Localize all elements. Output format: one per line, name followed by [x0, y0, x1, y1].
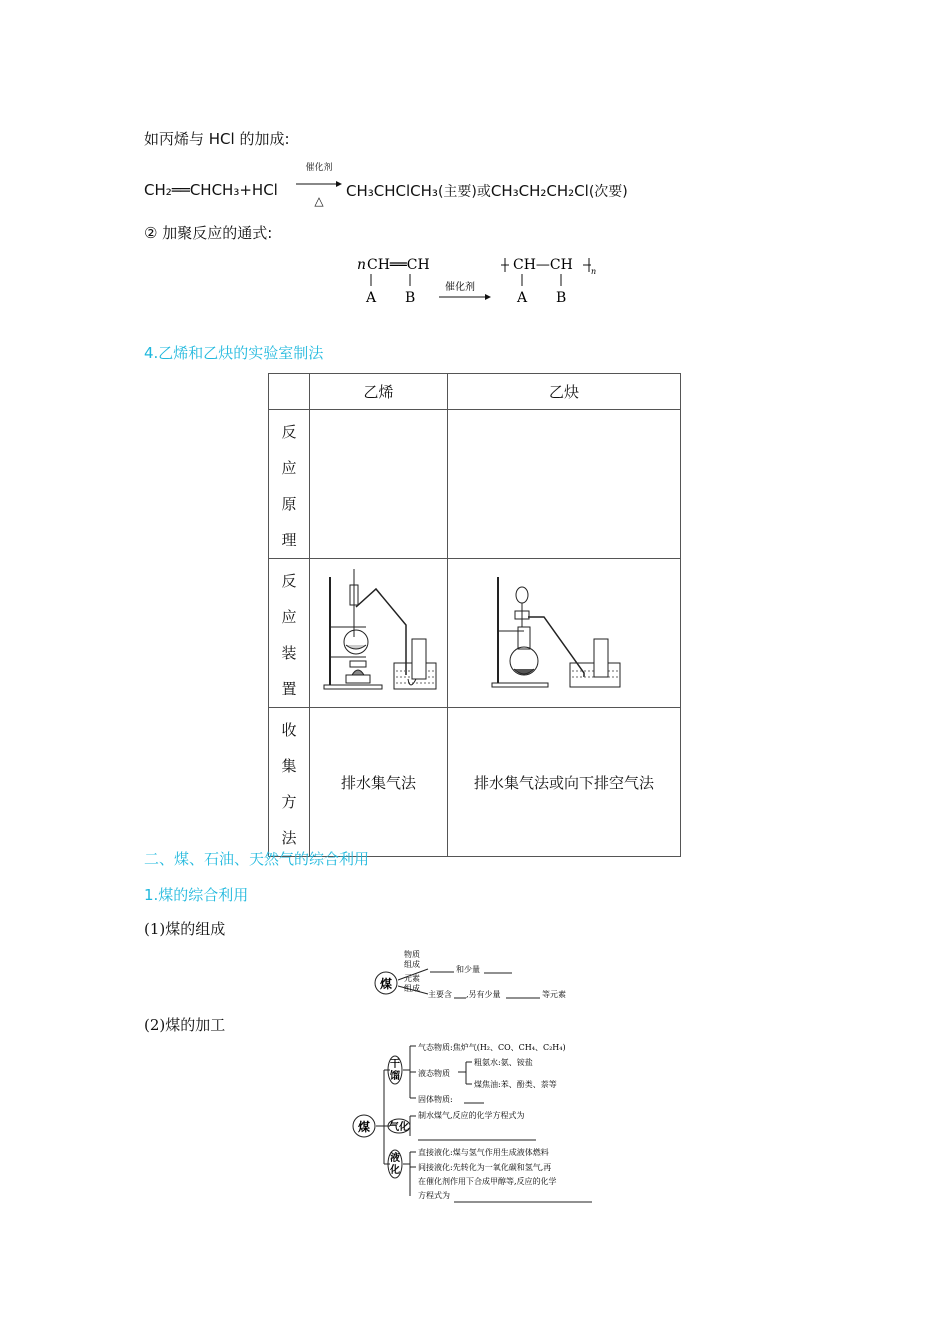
- coal-use-heading: 1.煤的综合利用: [144, 886, 249, 904]
- label-char: 置: [281, 680, 297, 698]
- table-row-principle: [269, 410, 681, 559]
- lab-preparation-table: [268, 373, 681, 857]
- ethylene-apparatus-cell: [310, 559, 448, 708]
- acetylene-collection-cell: 排水集气法或向下排空气法: [448, 708, 681, 857]
- header-acetylene: 乙炔: [448, 374, 681, 410]
- coal-root-label: 煤: [358, 1120, 371, 1134]
- line2b-text: ,另有少量: [466, 990, 501, 999]
- group-a: A: [366, 290, 377, 306]
- acetylene-apparatus-cell: [448, 559, 681, 708]
- coal-composition-diagram: [370, 944, 580, 1002]
- product-major-formula: CH₃CHClCH₃: [346, 182, 438, 200]
- line2a-text: 主要含: [428, 990, 452, 999]
- solid-text: 固体物质:: [418, 1095, 453, 1104]
- indirect-line2-text: 在催化剂作用下合成甲醇等,反应的化学: [418, 1177, 557, 1186]
- polymer-general-text: ② 加聚反应的通式:: [144, 224, 273, 242]
- acetylene-principle-cell: [448, 410, 681, 559]
- gasify-label: 气化: [389, 1122, 409, 1133]
- element-label: 元素: [404, 974, 420, 983]
- catalyst-label: 催化剂: [305, 163, 333, 173]
- label-char: 反: [281, 572, 297, 590]
- group-b-2: B: [556, 290, 567, 306]
- liquid-substance-text: 液态物质: [418, 1069, 450, 1078]
- gasify-text: 制水煤气,反应的化学方程式为: [418, 1111, 525, 1120]
- ammonia-text: 粗氨水:氨、铵盐: [474, 1058, 533, 1067]
- minor-note: (次要): [588, 184, 628, 200]
- catalyst-label-2: 催化剂: [445, 282, 475, 293]
- monomer-formula: CH══CH: [367, 257, 430, 273]
- row-label-apparatus: [269, 559, 310, 708]
- dry-char-1: 干: [390, 1059, 400, 1070]
- label-char: 反: [281, 423, 297, 441]
- major-note: (主要)或: [437, 184, 491, 200]
- label-char: 方: [281, 793, 297, 811]
- composition-label: 组成: [404, 960, 420, 969]
- indirect-line1-text: 间接液化:先转化为一氧化碳和氢气,再: [418, 1163, 552, 1172]
- coal-composition-heading: (1)煤的组成: [144, 920, 226, 938]
- acetylene-apparatus-image: [484, 567, 644, 695]
- row-label-collection: [269, 708, 310, 857]
- coal-processing-heading: (2)煤的加工: [144, 1016, 226, 1034]
- n-coefficient: n: [357, 257, 367, 273]
- header-ethylene: 乙烯: [310, 374, 448, 410]
- group-b: B: [405, 290, 416, 306]
- propene-hcl-text: 如丙烯与 HCl 的加成:: [144, 130, 290, 148]
- label-char: 收: [281, 721, 297, 739]
- ethylene-principle-cell: [310, 410, 448, 559]
- header-empty-cell: [269, 374, 310, 410]
- table-row-collection: [269, 708, 681, 857]
- direct-liquefaction-text: 直接液化:煤与氢气作用生成液体燃料: [418, 1148, 549, 1157]
- indirect-line3-text: 方程式为: [418, 1191, 450, 1200]
- section2-heading: 二、煤、石油、天然气的综合利用: [144, 850, 370, 868]
- liquid-char-1: 液: [390, 1153, 400, 1164]
- label-char: 法: [281, 829, 297, 847]
- table-row-apparatus: [269, 559, 681, 708]
- label-char: 集: [281, 757, 297, 775]
- liquid-char-2: 化: [390, 1165, 400, 1176]
- repeat-unit: CH—CH: [513, 257, 573, 273]
- group-a-2: A: [517, 290, 528, 306]
- label-char: 原: [281, 495, 297, 513]
- heat-label: △: [314, 194, 324, 208]
- line1-text: 和少量: [456, 965, 480, 974]
- label-char: 应: [281, 459, 297, 477]
- label-char: 装: [281, 644, 297, 662]
- section4-heading: 4.乙烯和乙炔的实验室制法: [144, 344, 324, 362]
- product-major: [346, 181, 628, 201]
- row-label-principle: [269, 410, 310, 559]
- ethylene-collection-cell: 排水集气法: [310, 708, 448, 857]
- coal-label: 煤: [380, 977, 393, 991]
- label-char: 应: [281, 608, 297, 626]
- element-comp-label: 组成: [404, 984, 420, 993]
- line2c-text: 等元素: [542, 990, 566, 999]
- subscript-n: n: [591, 267, 597, 276]
- arrowhead-icon: [485, 294, 491, 300]
- coal-processing-diagram: [350, 1036, 600, 1208]
- arrow-icon: [296, 180, 342, 188]
- dry-char-2: 馏: [390, 1071, 400, 1082]
- gas-substance-text: 气态物质:焦炉气(H₂、CO、CH₄、C₂H₄): [418, 1043, 566, 1052]
- reactant-formula: CH₂══CHCH₃+HCl: [144, 181, 278, 199]
- material-label: 物质: [404, 950, 420, 959]
- product-minor-formula: CH₃CH₂CH₂Cl: [490, 182, 589, 200]
- ethylene-apparatus-image: [316, 567, 441, 695]
- tar-text: 煤焦油:苯、酚类、萘等: [474, 1080, 557, 1089]
- reaction-arrow: [296, 160, 342, 208]
- table-header-row: [269, 374, 681, 410]
- polymerization-equation: [355, 250, 605, 310]
- label-char: 理: [281, 531, 297, 549]
